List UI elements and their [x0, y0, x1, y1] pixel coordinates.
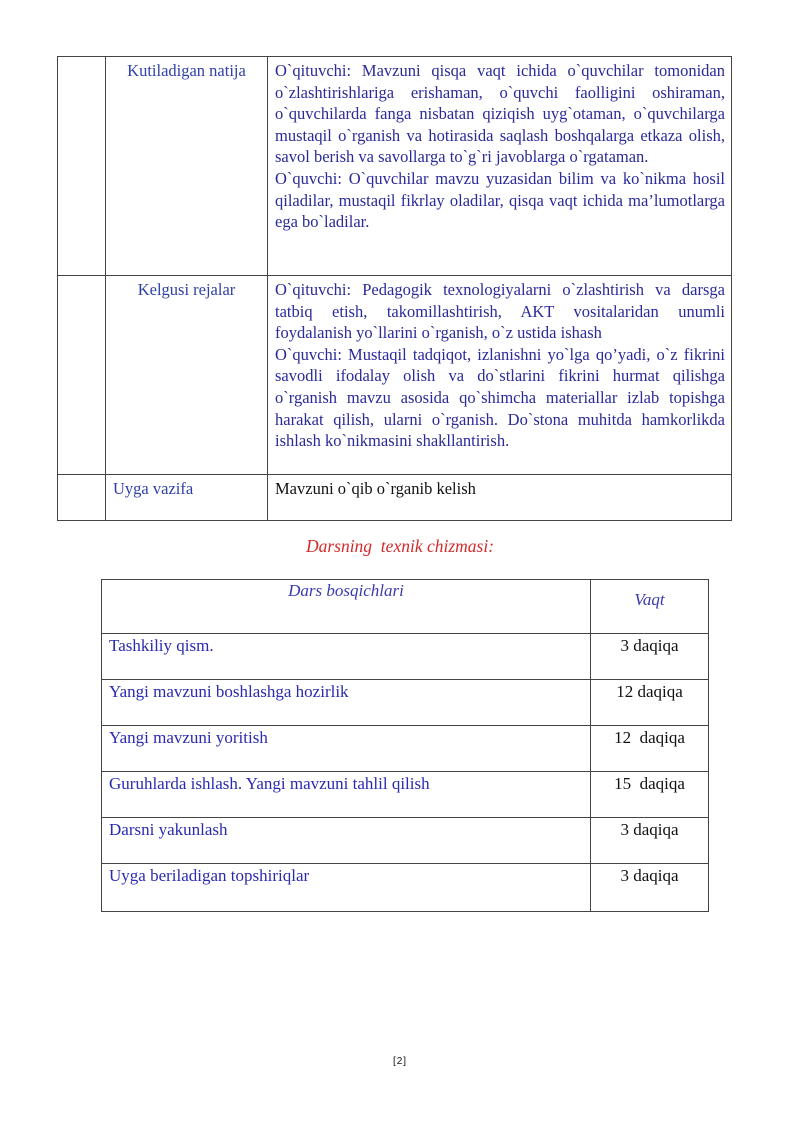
- page-number: [2]: [392, 1056, 408, 1067]
- lesson-schedule-table: [101, 579, 709, 912]
- table-row: [102, 818, 709, 864]
- table-row-expected-results: [58, 57, 732, 276]
- table-row: [102, 634, 709, 680]
- stage-name: Guruhlarda ishlash. Yangi mavzuni tahlil qilish: [102, 772, 591, 818]
- stage-duration: 12 daqiqa: [591, 726, 709, 772]
- column-header-time: Vaqt: [591, 580, 709, 634]
- table-row-future-plans: [58, 276, 732, 475]
- stage-name: Darsni yakunlash: [102, 818, 591, 864]
- column-header-stages: Dars bosqichlari: [102, 580, 591, 634]
- lesson-outcomes-table: [57, 56, 732, 521]
- table-row: [102, 680, 709, 726]
- row-content-homework: [268, 475, 732, 521]
- stage-name: Uyga beriladigan topshiriqlar: [102, 864, 591, 912]
- student-outcome-paragraph: O`quvchi: O`quvchilar mavzu yuzasidan bilim va ko`nikma hosil qiladilar, mustaqil fikrlay oladilar, qisqa vaqt ichida ma’lumotlarga ega bo`ladilar.: [275, 168, 725, 232]
- row-content-expected-results: [268, 57, 732, 276]
- table-row: [102, 864, 709, 912]
- stage-name: Tashkiliy qism.: [102, 634, 591, 680]
- table-row: [102, 726, 709, 772]
- homework-paragraph: Mavzuni o`qib o`rganib kelish: [275, 479, 476, 498]
- row-label-homework: Uyga vazifa: [106, 475, 268, 521]
- row-label-expected-results: Kutiladigan natija: [106, 57, 268, 276]
- row-label-future-plans: Kelgusi rejalar: [106, 276, 268, 475]
- stage-duration: 3 daqiqa: [591, 818, 709, 864]
- student-plan-paragraph: O`quvchi: Mustaqil tadqiqot, izlanishni yo`lga qo’yadi, o`z fikrini savodli ifodalay olish va do`stlarini fikrini hurmat qilishga o`rganish mavzu asosida qo`shimcha materiallar izlab topishga harakat qilish, ularni o`rganish. Do`stona muhitda hamkorlikda ishlash ko`nikmasini shakllantirish.: [275, 344, 725, 451]
- stage-duration: 12 daqiqa: [591, 680, 709, 726]
- table-row-homework: [58, 475, 732, 521]
- schedule-header-row: [102, 580, 709, 634]
- stage-name: Yangi mavzuni boshlashga hozirlik: [102, 680, 591, 726]
- empty-number-cell: [58, 57, 106, 276]
- stage-name: Yangi mavzuni yoritish: [102, 726, 591, 772]
- empty-number-cell: [58, 276, 106, 475]
- technical-scheme-heading: Darsning texnik chizmasi:: [305, 536, 495, 556]
- stage-duration: 3 daqiqa: [591, 864, 709, 912]
- teacher-plan-paragraph: O`qituvchi: Pedagogik texnologiyalarni o`zlashtirish va darsga tatbiq etish, takomillashtirish, AKT vositalaridan unumli foydalanish yo`llarini o`rganish, o`z ustida ishash: [275, 280, 725, 343]
- row-content-future-plans: [268, 276, 732, 475]
- empty-number-cell: [58, 475, 106, 521]
- stage-duration: 15 daqiqa: [591, 772, 709, 818]
- table-row: [102, 772, 709, 818]
- stage-duration: 3 daqiqa: [591, 634, 709, 680]
- teacher-outcome-paragraph: O`qituvchi: Mavzuni qisqa vaqt ichida o`quvchilar tomonidan o`zlashtirishlariga erishaman, o`quvchi faolligini oshiraman, o`quvchilarda fanga nisbatan qiziqish uyg`otaman, o`quvchilarga mustaqil o`rganish va hotirasida saqlash boshqalarga etkaza olish, savol berish va savollarga to`g`ri javoblarga o`rgataman.: [275, 61, 725, 167]
